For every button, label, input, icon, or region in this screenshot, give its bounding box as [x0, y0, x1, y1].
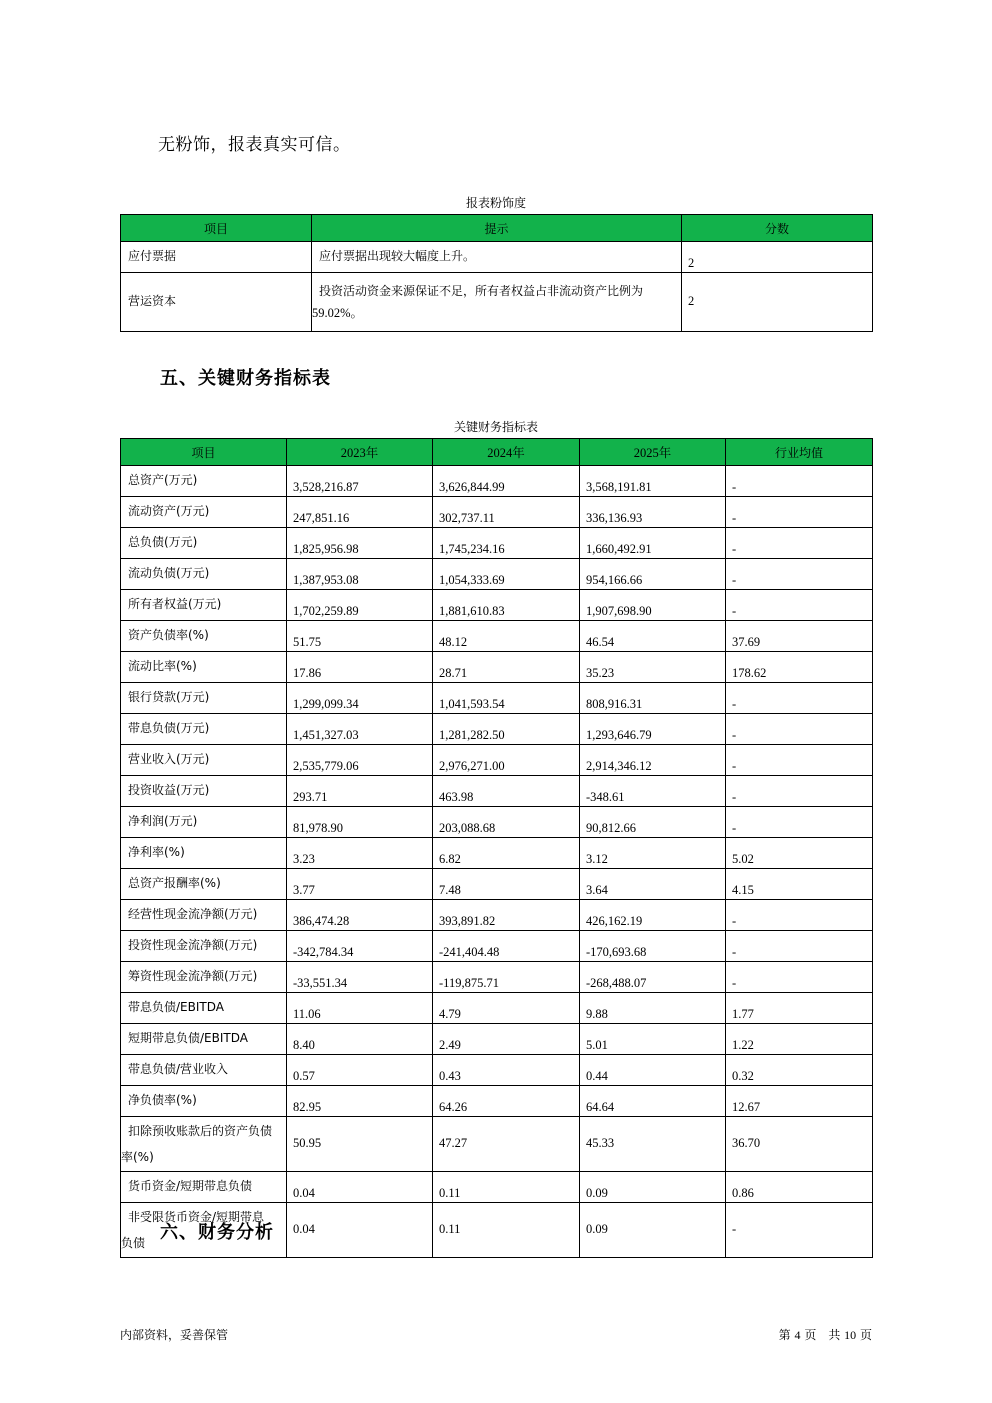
value-2025: 1,293,646.79 — [580, 714, 726, 745]
row-hint — [312, 273, 682, 332]
table-row — [121, 466, 873, 497]
value-2023: 11.06 — [287, 993, 433, 1024]
table-row — [121, 776, 873, 807]
footer-page-number — [779, 1326, 872, 1343]
table-row — [121, 1024, 873, 1055]
value-industry-average: - — [726, 683, 873, 714]
header-2023: 2023年 — [287, 439, 433, 466]
intro-text: 无粉饰，报表真实可信。 — [158, 135, 351, 155]
row-score: 2 — [682, 273, 873, 332]
row-label: 货币资金/短期带息负债 — [121, 1172, 287, 1203]
value-2024: 203,088.68 — [433, 807, 580, 838]
row-label: 总资产报酬率(%) — [121, 869, 287, 900]
row-hint-line1: 投资活动资金来源保证不足，所有者权益占非流动资产比例为 — [319, 284, 644, 298]
table-row — [121, 807, 873, 838]
row-label: 带息负债/营业收入 — [121, 1055, 287, 1086]
value-2024: 28.71 — [433, 652, 580, 683]
value-2023: 17.86 — [287, 652, 433, 683]
value-2024: 2,976,271.00 — [433, 745, 580, 776]
row-item: 营运资本 — [121, 273, 312, 332]
row-item: 应付票据 — [121, 242, 312, 273]
value-2025: 2,914,346.12 — [580, 745, 726, 776]
table-row — [121, 683, 873, 714]
value-2025: 64.64 — [580, 1086, 726, 1117]
table-row — [121, 621, 873, 652]
value-industry-average: - — [726, 590, 873, 621]
row-label: 资产负债率(%) — [121, 621, 287, 652]
value-2024: 0.11 — [433, 1172, 580, 1203]
value-industry-average: - — [726, 559, 873, 590]
header-industry-average: 行业均值 — [726, 439, 873, 466]
value-2025: 426,162.19 — [580, 900, 726, 931]
row-label: 流动资产(万元) — [121, 497, 287, 528]
value-industry-average: - — [726, 931, 873, 962]
row-hint-line2: 59.02%。 — [312, 306, 364, 320]
table-row — [121, 714, 873, 745]
table2-caption: 关键财务指标表 — [453, 420, 538, 434]
row-label: 所有者权益(万元) — [121, 590, 287, 621]
value-2025: 90,812.66 — [580, 807, 726, 838]
table-row — [121, 528, 873, 559]
value-industry-average: 0.86 — [726, 1172, 873, 1203]
value-2023: 50.95 — [287, 1117, 433, 1172]
table-row — [121, 559, 873, 590]
value-industry-average: - — [726, 962, 873, 993]
header-2025: 2025年 — [580, 439, 726, 466]
value-2023: 2,535,779.06 — [287, 745, 433, 776]
row-label: 净利率(%) — [121, 838, 287, 869]
value-2025: 45.33 — [580, 1117, 726, 1172]
value-2023: 1,825,956.98 — [287, 528, 433, 559]
value-2023: 81,978.90 — [287, 807, 433, 838]
value-industry-average: 1.77 — [726, 993, 873, 1024]
value-2024: -119,875.71 — [433, 962, 580, 993]
row-label: 营业收入(万元) — [121, 745, 287, 776]
page-prefix: 第 — [778, 1328, 791, 1342]
row-label: 总负债(万元) — [121, 528, 287, 559]
value-2024: 1,745,234.16 — [433, 528, 580, 559]
row-label: 流动比率(%) — [121, 652, 287, 683]
value-2023: 247,851.16 — [287, 497, 433, 528]
value-2023: 293.71 — [287, 776, 433, 807]
row-label-line2: 率(%) — [121, 1150, 154, 1164]
value-2025: 336,136.93 — [580, 497, 726, 528]
value-2023: 8.40 — [287, 1024, 433, 1055]
section-5-title: 五、关键财务指标表 — [160, 368, 331, 389]
page-suffix: 页 — [859, 1328, 872, 1342]
row-label: 流动负债(万元) — [121, 559, 287, 590]
value-2023: 0.04 — [287, 1203, 433, 1258]
table-row — [121, 962, 873, 993]
value-industry-average: - — [726, 776, 873, 807]
value-2025: 3,568,191.81 — [580, 466, 726, 497]
row-label: 净利润(万元) — [121, 807, 287, 838]
value-2024: 47.27 — [433, 1117, 580, 1172]
value-industry-average: 1.22 — [726, 1024, 873, 1055]
value-2024: 48.12 — [433, 621, 580, 652]
value-industry-average: 12.67 — [726, 1086, 873, 1117]
value-2024: 1,041,593.54 — [433, 683, 580, 714]
row-score: 2 — [682, 242, 873, 273]
value-industry-average: - — [726, 807, 873, 838]
table-row — [121, 1086, 873, 1117]
value-2023: 82.95 — [287, 1086, 433, 1117]
header-hint: 提示 — [312, 215, 682, 242]
value-2025: 1,660,492.91 — [580, 528, 726, 559]
table-row — [121, 1117, 873, 1172]
whitewash-table — [120, 214, 873, 332]
value-2023: 1,702,259.89 — [287, 590, 433, 621]
table-row — [121, 900, 873, 931]
row-label: 投资性现金流净额(万元) — [121, 931, 287, 962]
value-2024: 7.48 — [433, 869, 580, 900]
value-industry-average: 36.70 — [726, 1117, 873, 1172]
value-2025: 1,907,698.90 — [580, 590, 726, 621]
value-2023: 3.23 — [287, 838, 433, 869]
table-row — [121, 242, 873, 273]
value-2023: 1,451,327.03 — [287, 714, 433, 745]
row-label: 总资产(万元) — [121, 466, 287, 497]
value-2025: 35.23 — [580, 652, 726, 683]
section-6-title: 六、财务分析 — [160, 1222, 274, 1243]
page-total: 10 — [844, 1328, 857, 1342]
table-row — [121, 745, 873, 776]
value-2024: 4.79 — [433, 993, 580, 1024]
header-item: 项目 — [121, 215, 312, 242]
row-label: 净负债率(%) — [121, 1086, 287, 1117]
value-2025: 9.88 — [580, 993, 726, 1024]
value-industry-average: - — [726, 466, 873, 497]
value-industry-average: - — [726, 528, 873, 559]
value-2025: 0.09 — [580, 1172, 726, 1203]
value-industry-average: - — [726, 745, 873, 776]
table-row — [121, 1055, 873, 1086]
value-industry-average: 178.62 — [726, 652, 873, 683]
value-2024: 0.43 — [433, 1055, 580, 1086]
row-label-line1: 扣除预收账款后的资产负债 — [128, 1124, 273, 1138]
value-2025: 46.54 — [580, 621, 726, 652]
value-2024: 1,054,333.69 — [433, 559, 580, 590]
row-hint: 应付票据出现较大幅度上升。 — [312, 242, 682, 273]
value-industry-average: - — [726, 714, 873, 745]
value-2023: -342,784.34 — [287, 931, 433, 962]
value-2023: -33,551.34 — [287, 962, 433, 993]
table-row — [121, 838, 873, 869]
row-label: 带息负债/EBITDA — [121, 993, 287, 1024]
value-industry-average: - — [726, 497, 873, 528]
value-2023: 0.04 — [287, 1172, 433, 1203]
value-2024: 3,626,844.99 — [433, 466, 580, 497]
value-2025: -268,488.07 — [580, 962, 726, 993]
value-2023: 3,528,216.87 — [287, 466, 433, 497]
row-label-line2: 负债 — [121, 1236, 146, 1250]
header-2024: 2024年 — [433, 439, 580, 466]
value-2025: 808,916.31 — [580, 683, 726, 714]
value-industry-average: 0.32 — [726, 1055, 873, 1086]
row-label: 银行贷款(万元) — [121, 683, 287, 714]
key-financial-indicators-table — [120, 438, 873, 1258]
table-row — [121, 1172, 873, 1203]
value-2024: 463.98 — [433, 776, 580, 807]
value-2024: 1,881,610.83 — [433, 590, 580, 621]
value-2024: 393,891.82 — [433, 900, 580, 931]
table-row — [121, 931, 873, 962]
value-2025: -348.61 — [580, 776, 726, 807]
footer-confidential-note: 内部资料，妥善保管 — [120, 1328, 229, 1342]
page-mid: 页 共 — [804, 1328, 841, 1342]
value-2023: 3.77 — [287, 869, 433, 900]
value-industry-average: 5.02 — [726, 838, 873, 869]
value-2024: 1,281,282.50 — [433, 714, 580, 745]
value-2024: 2.49 — [433, 1024, 580, 1055]
value-2025: 3.64 — [580, 869, 726, 900]
table-row — [121, 869, 873, 900]
value-2024: 6.82 — [433, 838, 580, 869]
value-2024: 64.26 — [433, 1086, 580, 1117]
table-row — [121, 590, 873, 621]
value-2023: 51.75 — [287, 621, 433, 652]
table-row — [121, 273, 873, 332]
value-2023: 386,474.28 — [287, 900, 433, 931]
table-row — [121, 993, 873, 1024]
value-2023: 0.57 — [287, 1055, 433, 1086]
row-label: 投资收益(万元) — [121, 776, 287, 807]
table-header-row — [121, 215, 873, 242]
value-2025: 3.12 — [580, 838, 726, 869]
header-score: 分数 — [682, 215, 873, 242]
value-industry-average: - — [726, 1203, 873, 1258]
row-label-line1: 非受限货币资金/短期带息 — [128, 1210, 265, 1224]
row-label: 经营性现金流净额(万元) — [121, 900, 287, 931]
value-2023: 1,299,099.34 — [287, 683, 433, 714]
table-header-row — [121, 439, 873, 466]
value-industry-average: 4.15 — [726, 869, 873, 900]
table-row — [121, 652, 873, 683]
table-row — [121, 497, 873, 528]
value-2023: 1,387,953.08 — [287, 559, 433, 590]
value-2025: 0.44 — [580, 1055, 726, 1086]
page-current: 4 — [794, 1328, 801, 1342]
row-label: 短期带息负债/EBITDA — [121, 1024, 287, 1055]
row-label: 带息负债(万元) — [121, 714, 287, 745]
value-industry-average: 37.69 — [726, 621, 873, 652]
row-label: 筹资性现金流净额(万元) — [121, 962, 287, 993]
value-2025: 954,166.66 — [580, 559, 726, 590]
value-2024: -241,404.48 — [433, 931, 580, 962]
value-2025: -170,693.68 — [580, 931, 726, 962]
value-2025: 0.09 — [580, 1203, 726, 1258]
value-2025: 5.01 — [580, 1024, 726, 1055]
value-2024: 0.11 — [433, 1203, 580, 1258]
row-label — [121, 1117, 287, 1172]
value-industry-average: - — [726, 900, 873, 931]
table1-caption: 报表粉饰度 — [465, 196, 526, 210]
header-item: 项目 — [121, 439, 287, 466]
value-2024: 302,737.11 — [433, 497, 580, 528]
